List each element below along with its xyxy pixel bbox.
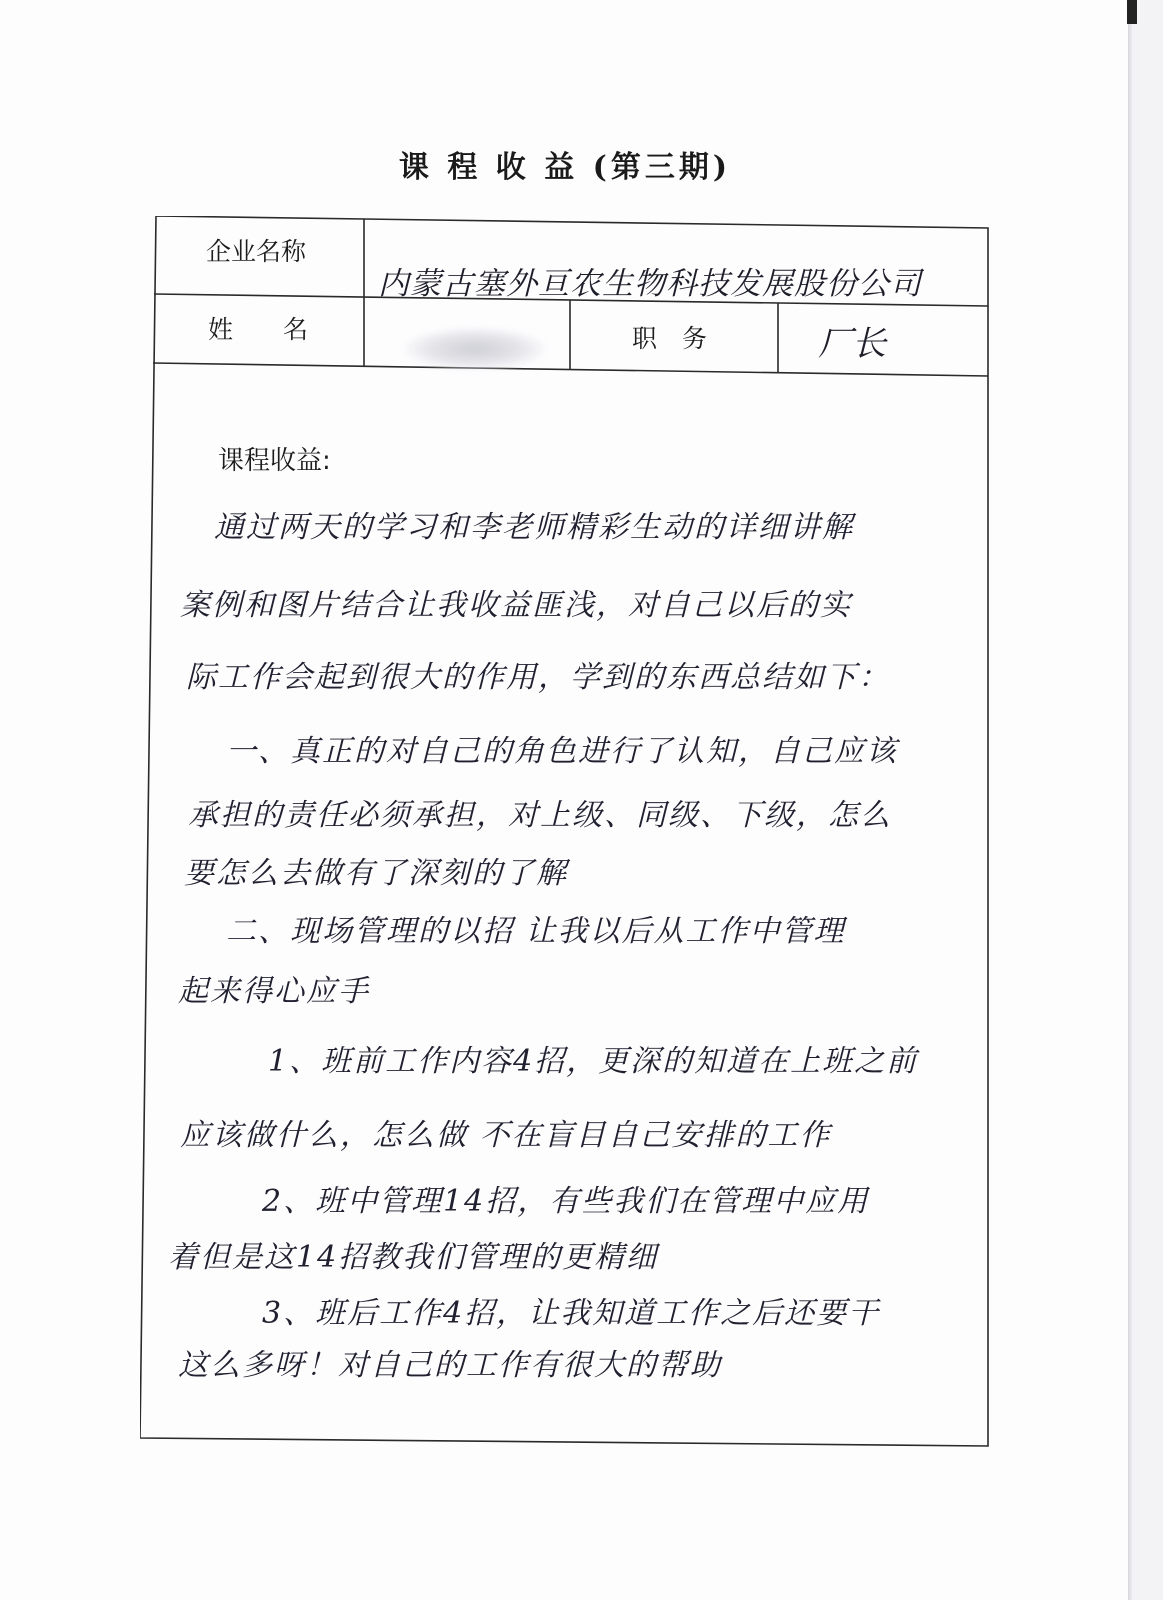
benefit-line: 起来得心应手 — [178, 974, 370, 1009]
redacted-name-blur — [405, 328, 545, 370]
benefit-line: 际工作会起到很大的作用，学到的东西总结如下： — [186, 660, 890, 695]
page-title: 课 程 收 益 (第三期) — [398, 150, 732, 185]
benefit-line: 一、真正的对自己的角色进行了认知，自己应该 — [226, 734, 898, 769]
benefit-line: 2、班中管理14招，有些我们在管理中应用 — [262, 1184, 870, 1219]
benefit-line: 3、班后工作4招，让我知道工作之后还要干 — [262, 1296, 881, 1331]
position-value: 厂长 — [818, 324, 886, 364]
benefit-line: 二、现场管理的以招 让我以后从工作中管理 — [226, 914, 846, 949]
benefit-line: 通过两天的学习和李老师精彩生动的详细讲解 — [214, 510, 854, 545]
benefit-line: 1、班前工作内容4招，更深的知道在上班之前 — [268, 1044, 919, 1079]
scan-corner-mark — [1127, 0, 1137, 24]
benefit-line: 案例和图片结合让我收益匪浅，对自己以后的实 — [180, 588, 852, 623]
benefit-heading: 课程收益: — [218, 446, 331, 476]
benefit-line: 应该做什么，怎么做 不在盲目自己安排的工作 — [180, 1118, 832, 1153]
benefit-line: 着但是这14招教我们管理的更精细 — [168, 1240, 659, 1275]
name-label: 姓 名 — [208, 315, 309, 344]
benefit-line: 这么多呀！对自己的工作有很大的帮助 — [178, 1348, 722, 1383]
company-label: 企业名称 — [206, 237, 307, 266]
scan-edge — [1128, 0, 1132, 1600]
company-value: 内蒙古塞外亘农生物科技发展股份公司 — [378, 266, 922, 302]
benefit-line: 承担的责任必须承担，对上级、同级、下级，怎么 — [188, 798, 892, 833]
benefit-line: 要怎么去做有了深刻的了解 — [184, 856, 568, 891]
position-label: 职 务 — [632, 324, 708, 353]
